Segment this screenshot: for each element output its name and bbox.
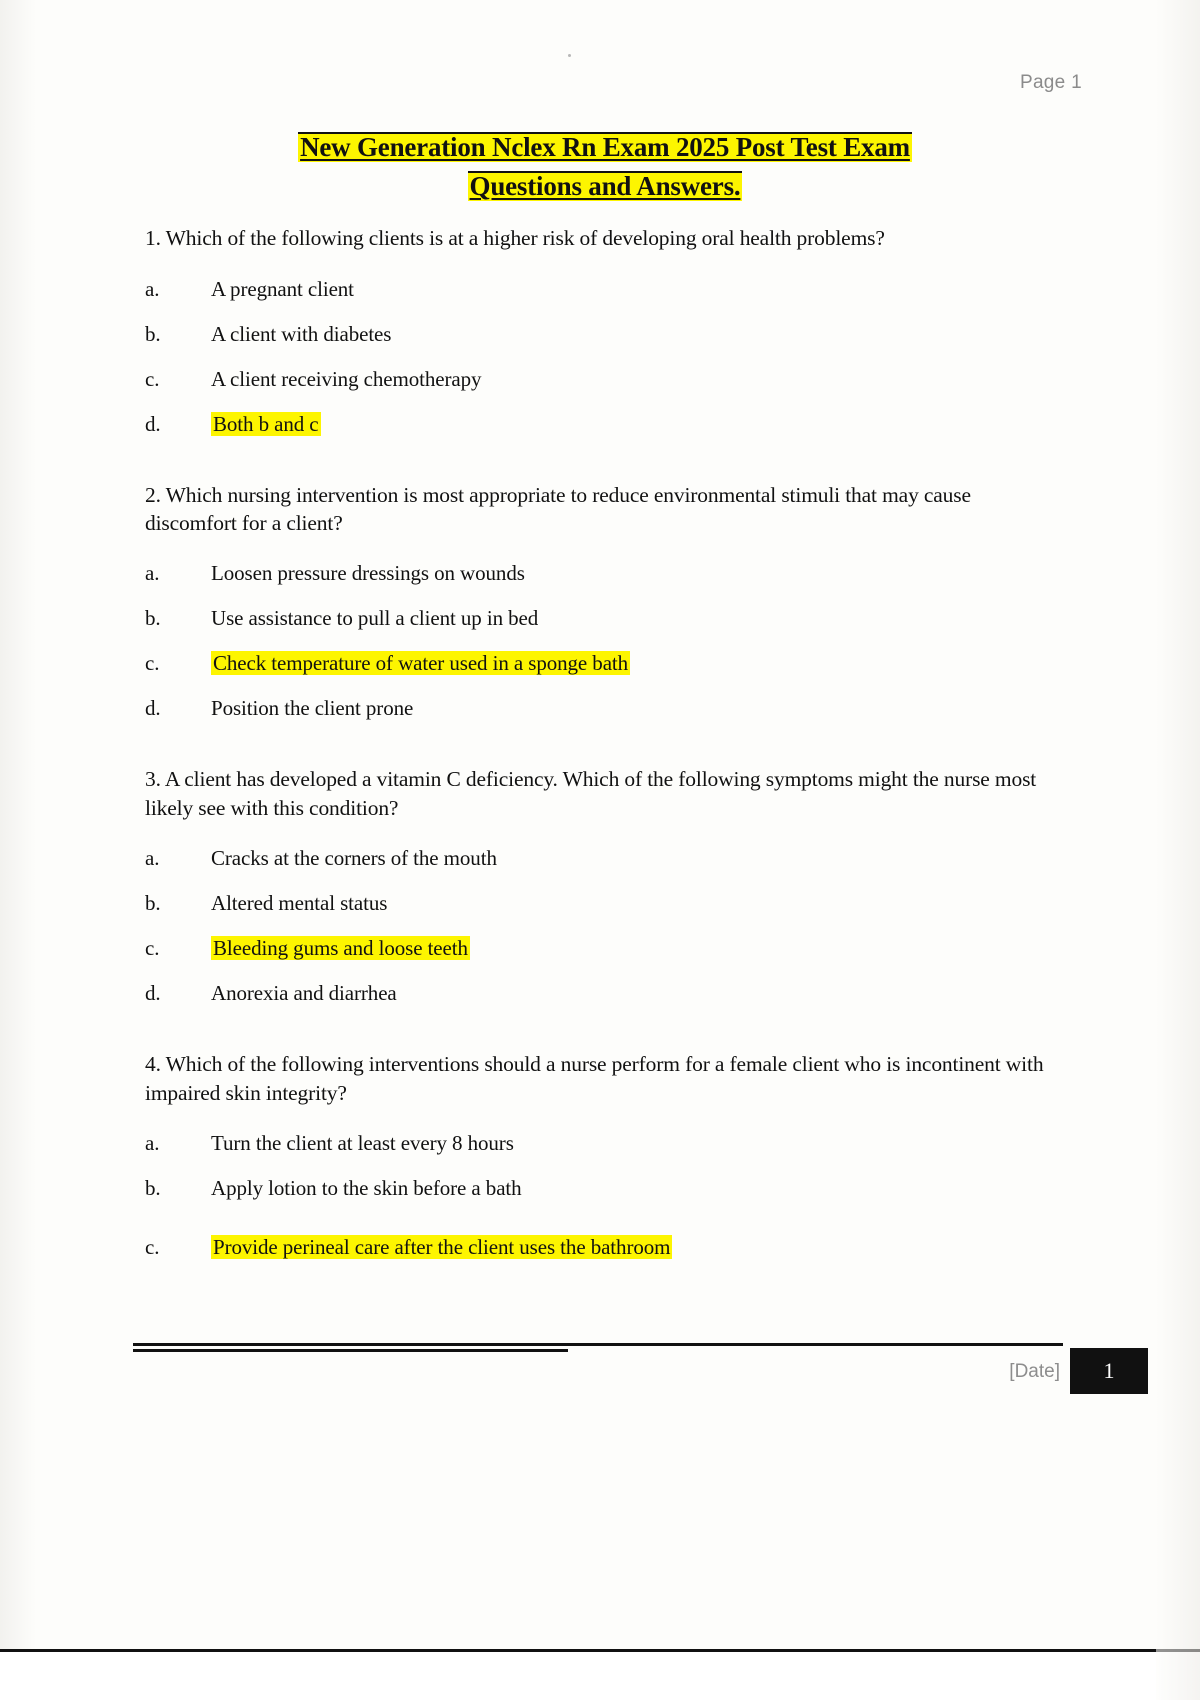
- option-row[interactable]: [145, 277, 1065, 302]
- question-text: 4. Which of the following interventions should a nurse perform for a female client who is incontinent with impaired skin integrity?: [145, 1052, 1044, 1105]
- option-letter: d.: [145, 696, 161, 721]
- option-text: [211, 651, 1065, 676]
- page-title-line-1: New Generation Nclex Rn Exam 2025 Post Test Exam: [300, 132, 910, 162]
- question-text: 2. Which nursing intervention is most appropriate to reduce environmental stimuli that may cause discomfort for a client?: [145, 482, 971, 536]
- option-row[interactable]: [145, 367, 1065, 392]
- option-text: A pregnant client: [211, 276, 354, 301]
- option-text: Loosen pressure dressings on wounds: [211, 561, 525, 586]
- option-text: Anorexia and diarrhea: [211, 981, 397, 1006]
- answer-highlight: Bleeding gums and loose teeth: [213, 936, 468, 961]
- footer-divider-secondary: [133, 1349, 568, 1352]
- answer-highlight: Provide perineal care after the client uses the bathroom: [213, 1234, 671, 1259]
- option-text: [211, 936, 1065, 961]
- option-letter: c.: [145, 936, 160, 961]
- option-letter: b.: [145, 1175, 161, 1200]
- answer-highlight: Both b and c: [213, 411, 319, 436]
- option-letter: b.: [145, 606, 161, 631]
- option-letter: d.: [145, 411, 161, 436]
- option-row[interactable]: [145, 1131, 1065, 1156]
- option-letter: d.: [145, 981, 161, 1006]
- document-body: [145, 128, 1065, 1280]
- question-block: [145, 224, 1065, 436]
- option-row[interactable]: [145, 846, 1065, 871]
- option-letter: a.: [145, 561, 160, 586]
- option-row[interactable]: [145, 606, 1065, 631]
- option-text: A client receiving chemotherapy: [211, 366, 482, 391]
- option-text: Cracks at the corners of the mouth: [211, 846, 497, 871]
- option-letter: a.: [145, 1130, 160, 1155]
- option-letter: c.: [145, 366, 160, 391]
- page-bottom-edge: [0, 1649, 1200, 1700]
- option-text: Position the client prone: [211, 696, 414, 721]
- option-text: Turn the client at least every 8 hours: [211, 1130, 514, 1155]
- option-text: [211, 1235, 1065, 1260]
- option-row[interactable]: [145, 1176, 1065, 1201]
- question-text: 3. A client has developed a vitamin C deficiency. Which of the following symptoms might the nurse most likely see with this condition?: [145, 767, 1037, 820]
- option-row-highlighted[interactable]: [145, 412, 1065, 437]
- option-letter: c.: [145, 1234, 160, 1259]
- question-block: [145, 1050, 1065, 1260]
- option-letter: a.: [145, 846, 160, 871]
- option-letter: a.: [145, 276, 160, 301]
- option-text: Apply lotion to the skin before a bath: [211, 1175, 522, 1200]
- option-row-highlighted[interactable]: [145, 651, 1065, 676]
- option-letter: b.: [145, 891, 161, 916]
- answer-highlight: Check temperature of water used in a sponge bath: [213, 651, 629, 676]
- page-title-line-2: Questions and Answers.: [469, 171, 741, 202]
- option-row[interactable]: [145, 322, 1065, 347]
- page-title: [145, 128, 1065, 206]
- option-row[interactable]: [145, 696, 1065, 721]
- option-row-highlighted[interactable]: [145, 1235, 1065, 1260]
- option-row[interactable]: [145, 981, 1065, 1006]
- option-row[interactable]: [145, 561, 1065, 586]
- footer-divider: [133, 1343, 1063, 1346]
- footer-date: [Date]: [1009, 1361, 1060, 1382]
- option-text: Altered mental status: [211, 891, 388, 916]
- option-text: Use assistance to pull a client up in bed: [211, 606, 539, 631]
- option-text: A client with diabetes: [211, 321, 392, 346]
- option-text: [211, 412, 1065, 437]
- question-block: [145, 765, 1065, 1006]
- scan-speck: [568, 54, 571, 57]
- page-label: Page 1: [1019, 72, 1082, 93]
- option-row[interactable]: [145, 891, 1065, 916]
- footer-page-number: 1: [1070, 1348, 1148, 1394]
- question-text: 1. Which of the following clients is at a higher risk of developing oral health problems?: [145, 226, 885, 251]
- option-letter: b.: [145, 321, 161, 346]
- option-letter: c.: [145, 651, 160, 676]
- option-row-highlighted[interactable]: [145, 936, 1065, 961]
- question-block: [145, 481, 1065, 722]
